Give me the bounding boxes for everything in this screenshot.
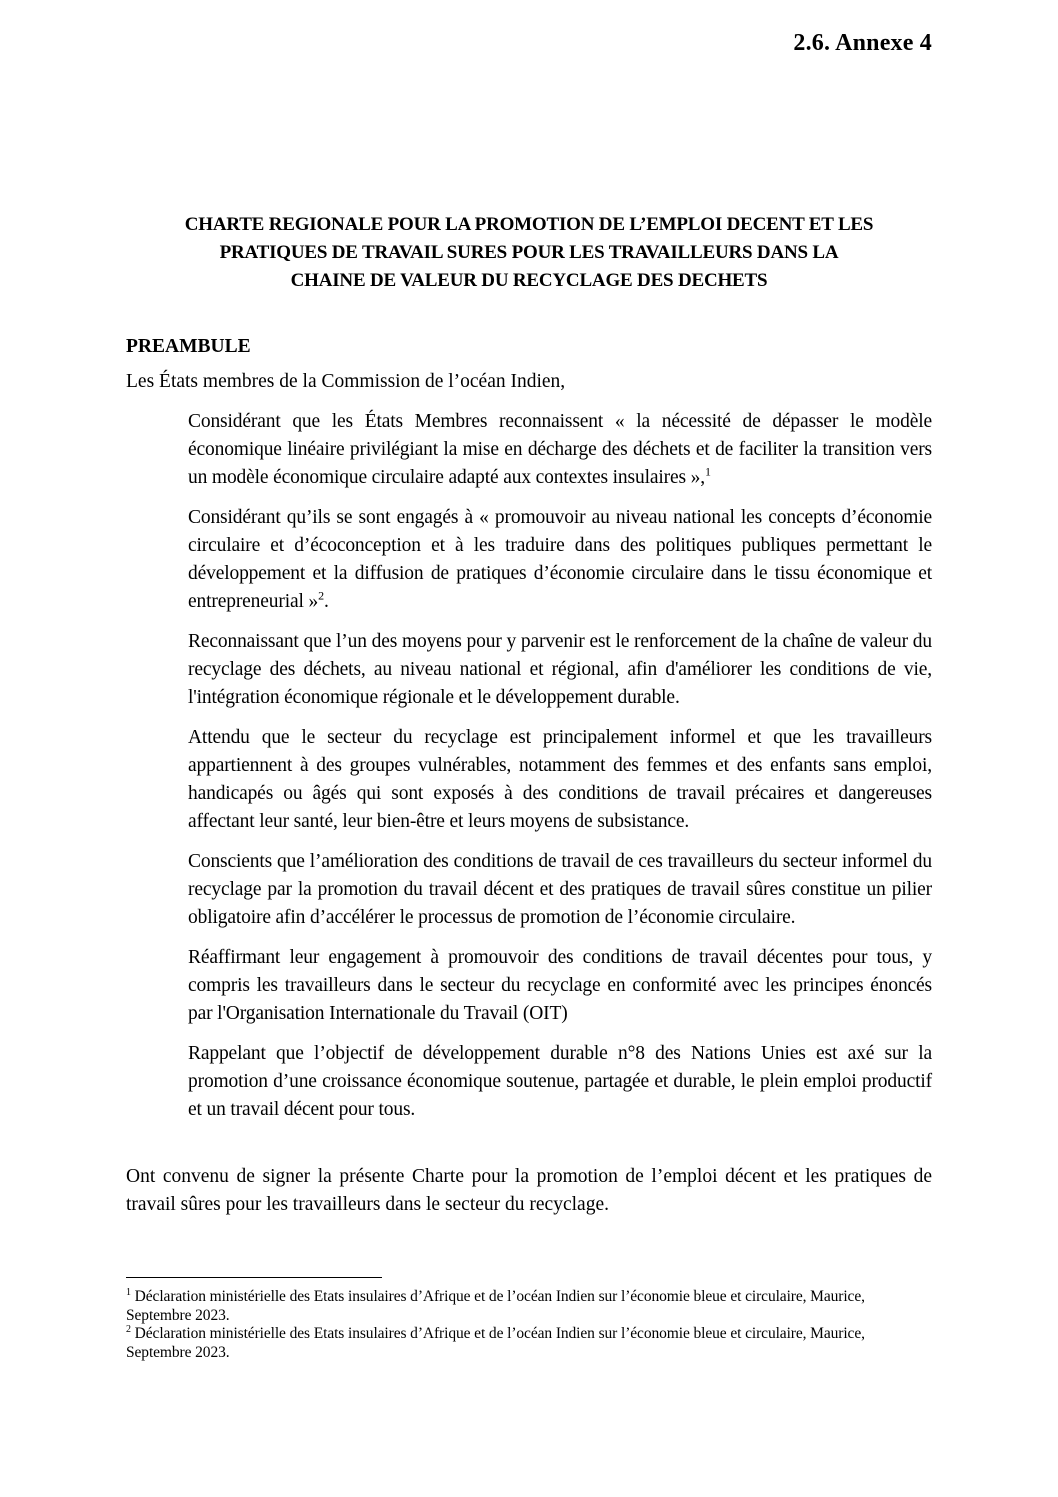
preamble-clause: [188, 628, 932, 712]
footnote-item: [126, 1325, 932, 1362]
annex-label: 2.6. Annexe 4: [793, 30, 932, 56]
clause-text: Rappelant que l’objectif de développement durable n°8 des Nations Unies est axé sur la promotion d’une croissance économique soutenue, partagée et durable, le plein emploi productif et un travail décent pour tous.: [188, 1043, 932, 1120]
charter-title-line: CHARTE REGIONALE POUR LA PROMOTION DE L’EMPLOI DECENT ET LES: [184, 214, 874, 235]
preamble-clause: [188, 1040, 932, 1124]
footnote-number: 1: [126, 1286, 131, 1298]
footnote-reference[interactable]: 2: [318, 588, 324, 603]
footnote-separator: [126, 1277, 382, 1278]
preamble-clause: [188, 408, 932, 492]
charter-title: [126, 211, 932, 295]
clause-text: Réaffirmant leur engagement à promouvoir des conditions de travail décentes pour tous, y compris les travailleurs dans le secteur du recyclage en conformité avec les principes énoncés par l'Organisation Internationale du Travail (OIT): [188, 947, 932, 1024]
preamble-clauses: [188, 408, 932, 1136]
clause-text: Conscients que l’amélioration des conditions de travail de ces travailleurs du secteur informel du recyclage par la promotion du travail décent et des pratiques de travail sûres constitue un pilier obligatoire afin d’accélérer le processus de promotion de l’économie circulaire.: [188, 851, 932, 928]
clause-suffix: .: [323, 591, 329, 612]
preamble-clause: [188, 848, 932, 932]
clause-text: Attendu que le secteur du recyclage est principalement informel et que les travailleurs appartiennent à des groupes vulnérables, notamment des femmes et des enfants sans emploi, handicapés ou âgés qui sont exposés à des conditions de travail précaires et dangereuses affectant leur santé, leur bien-être et leurs moyens de subsistance.: [188, 727, 932, 832]
charter-title-line: CHAINE DE VALEUR DU RECYCLAGE DES DECHETS: [290, 270, 768, 291]
preamble-intro: Les États membres de la Commission de l’océan Indien,: [126, 371, 566, 392]
clause-text: Considérant que les États Membres reconnaissent « la nécessité de dépasser le modèle économique linéaire privilégiant la mise en décharge des déchets et de faciliter la transition vers un modèle économique circulaire adapté aux contextes insulaires »,: [188, 411, 932, 488]
clause-text: Reconnaissant que l’un des moyens pour y parvenir est le renforcement de la chaîne de valeur du recyclage des déchets, au niveau national et régional, afin d'améliorer les conditions de vie, l'intégration économique régionale et le développement durable.: [188, 631, 932, 708]
preamble-clause: [188, 504, 932, 616]
footnote-text: Déclaration ministérielle des Etats insulaires d’Afrique et de l’océan Indien sur l’économie bleue et circulaire, Maurice, Septembre 2023.: [126, 1325, 865, 1361]
footnote-item: [126, 1288, 932, 1325]
footnote-text: Déclaration ministérielle des Etats insulaires d’Afrique et de l’océan Indien sur l’économie bleue et circulaire, Maurice, Septembre 2023.: [126, 1288, 865, 1324]
preamble-closing: Ont convenu de signer la présente Charte pour la promotion de l’emploi décent et les pratiques de travail sûres pour les travailleurs dans le secteur du recyclage.: [126, 1166, 932, 1215]
footnote-number: 2: [126, 1323, 131, 1335]
footnotes: [126, 1288, 932, 1362]
preamble-clause: [188, 724, 932, 836]
charter-title-line: PRATIQUES DE TRAVAIL SURES POUR LES TRAVAILLEURS DANS LA: [219, 242, 839, 263]
section-heading-preamble: PREAMBULE: [126, 336, 251, 357]
preamble-clause: [188, 944, 932, 1028]
clause-text: Considérant qu’ils se sont engagés à « promouvoir au niveau national les concepts d’économie circulaire et d’écoconception et à les traduire dans des politiques publiques permettant le développement et la diffusion de pratiques d’économie circulaire dans le tissu économique et entrepreneurial »: [188, 507, 932, 612]
footnote-reference[interactable]: 1: [704, 464, 711, 479]
